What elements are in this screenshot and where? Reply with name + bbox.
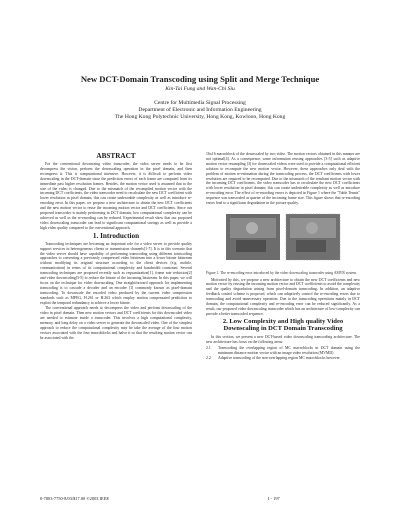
list-item-text: Adaptive transcoding of the non-overlapping region MC macroblocks however [218,355,340,360]
introduction-continued: 16x16 macroblock of the downscaled by two video. The motion vectors obtained in this manner are not optimal[4]. As a consequence, some information reusing approaches [3-5] such as adaptive motion vector resampling [3] for downscaled videos were used to provide a computational efficient solution to recompute the new motion vector. However, these approaches only deal with the problem of motion re-estimation during the transcoding process, the DCT coefficients with lower resolution are required to be recomputed. Due to the mismatch of the resultant motion vector with the incoming DCT coefficients, the video transcoder has to recalculate the new DCT coefficients with lower resolution in pixel domain; this can create undesirable complexity as well as introduce re-encoding error. The effect of re-encoding errors is depicted in Figure 1 where the "Table Tennis" sequence was transcoded at quarter of the incoming frame size. This figure shows that re-encoding errors lead to a significant degradation in the picture quality. [206,152,360,206]
section-2-heading: 2. Low Complexity and High quality Video Downscaling in DCT Domain Transcoding [222,317,344,333]
list-item [206,346,360,356]
abstract-heading: ABSTRACT [96,152,136,160]
left-column [40,152,192,342]
affiliation-line: The Hong Kong Polytechnic University, Hong Kong, Kowloon, Hong Kong [114,114,286,120]
introduction-heading: 1. Introduction [92,231,140,240]
list-item [206,356,360,361]
introduction-paragraph: The conventional approach needs to decompress the video and perform downscaling of the video in pixel domain. Then new motion vectors and DCT coefficients for this downscaled video are needed to estimate inside a transcoder. This involves a high computational complexity, memory, and long delay on a video server to generate the downscaled video. One of the simplest approach to reduce the computational complexity may be take the average of the four motion vectors associated with the four macroblocks and halve it so that the resulting motion vector can be associated with the [40,306,192,340]
paper-title: New DCT-Domain Transcoding using Split and Merge Technique [80,74,320,84]
abstract-text: For the conventional downsizing video transcoder, the video server needs to be first decompress the vision, perform the downscaling operation in the pixel domain, and then recompress it. This is computational intensive. However, it is difficult to perform video downscaling in the DCT-domain since the prediction errors of each frame are computed from its immediate past higher resolution frames. Besides, the motion vector used is assumed that to the size of the video is changed. Due to the mismatch of the recompiled motion vector with the incoming DCT coefficients, the video transcoder need to recalculate the new DCT coefficient with lower resolution in pixel domain, this can create undesirable complexity as well as introduce re-encoding error. In this paper, we propose a new architecture to obtain the new DCT coefficients and the new motion vector to reuse the incoming motion vector and DCT coefficients. Since our proposed transcoder is mainly performing in DCT domain, low computational complexity can be achieved as well as the re-encoding can be reduced. Experimental result show that our proposed video downscaling transcoder can lead to significant computational savings as well as provide a high video quality compared to the conventional approach. [40,162,192,230]
list-item-number: 2.2 [206,355,211,360]
section-2-paragraph: In this section, we present a new DCT-based video downscaling transcoding architecture. The new architecture has focus on the following areas: [206,335,360,344]
introduction-continued: Motivated by this, we propose a new architecture to obtain the new DCT coefficients and new motion vector by reusing the incoming motion vector and DCT coefficients to avoid the complexity and the quality degradation arising from pixel-domain transcoding. In addition, an adaptive feedback control scheme is proposed, which can adaptively control the re-encoding errors due to transcoding and avoid unnecessary operation. Due to the transcoding operations mainly in DCT domain, the computational complexity and re-encoding error can be reduced significantly. As a result, our proposed video downscaling transcoder which has an architecture of low-complexity can provide a better transcoded sequence. [206,277,360,316]
right-column [206,152,360,361]
figure-1 [206,208,360,268]
affiliation-line: Department of Electronic and Information Engineering [138,107,262,113]
footer-page-number: I - 197 [268,496,280,501]
footer-copyright: 0-7803-7750-8/03/$17.00 ©2003 IEEE [40,496,110,501]
list-item-text: Transcoding the overlapping region of MC macroblocks in DCT domain using the minimum distance motion vector with an image video resolution (MVMD) [218,345,360,355]
figure-1-image [224,212,342,264]
paper-authors: Kin-Tai Fung and Wan-Chi Siu [165,86,235,92]
introduction-paragraph: Transcoding techniques are becoming an important role for a video server to provide quality support services in heterogeneous clients or transmission channels[1-7]. It is in this scenario that the video server should have capability of performing transcoding using different transcoding approaches to converting a previously compressed video bitstream into a lower bitrate bitstream without modifying its original structure according to the client devices (e.g. mobile, communication) in terms of its computational complexity and bandwidth constraint. Several transcoding techniques are proposed recently such as requantization[1], frame rate reduction[2] and video downscaling[3-5] to reduce the bitrate of the incoming bitstream. In this paper, we will focus on the technique for video downscaling. One straightforward approach for implementing transcoding is to cascade a decoder and an encoder [1] commonly known as pixel-domain transcoding. To downscale the encoded video produced by the current video compression standards such as MPEG, H.261 or H.263 which employ motion compensated prediction to exploit the temporal redundancy to achieve a lower bitrate. [40,241,192,305]
list-item-number: 2.1 [206,345,211,350]
affiliation-block [20,100,380,121]
figure-1-caption: Figure 1. The re-encoding error introduced by the video downscaling transcoder using AMVR system. [206,270,357,275]
affiliation-line: Centre for Multimedia Signal Processing [154,100,246,106]
